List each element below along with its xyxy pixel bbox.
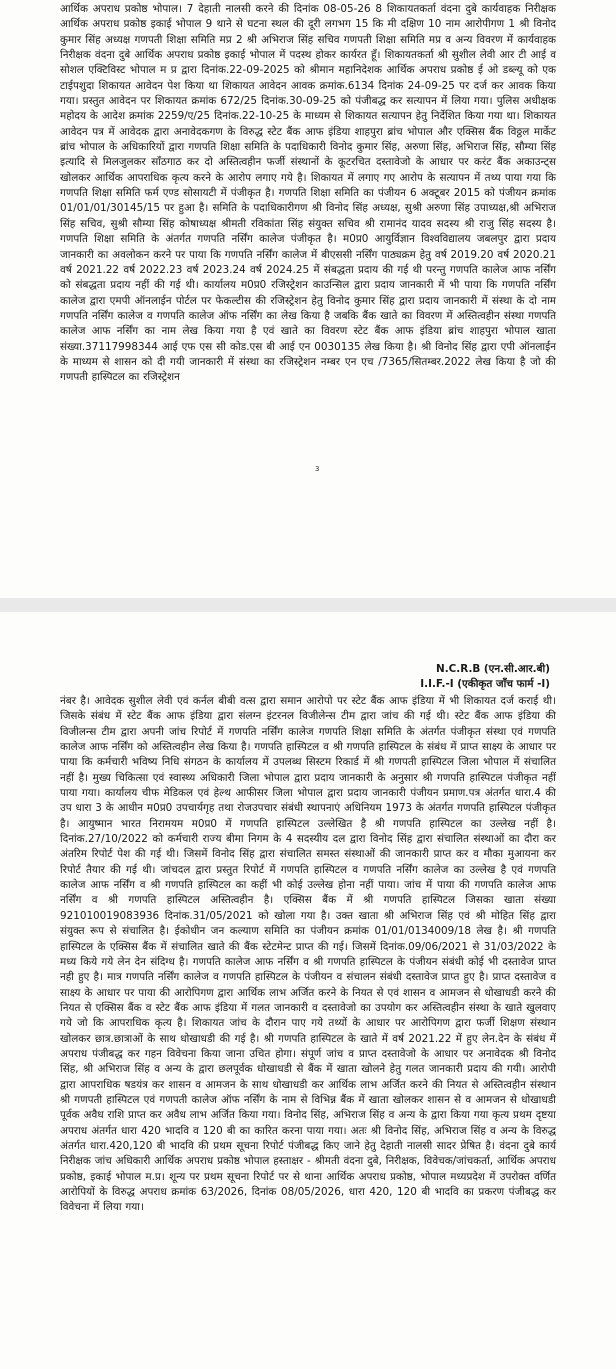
page-number: 3: [315, 465, 320, 473]
document-page-1: [0, 0, 616, 598]
page-1-body-paragraph: आर्थिक अपराध प्रकोष्ठ भोपाल। 7 देहाती नालसी करने की दिनांक 08-05-26 8 शिकायतकर्ता वंदना दुबे कार्यवाहक निरीक्षक आर्थिक अपराध प्रकोष्ठ इकाई भोपाल 9 थाने से घटना स्थल की दूरी लगभग 15 कि मी दक्षिण 10 नाम आरोपीगण 1 श्री विनोद कुमार सिंह अध्यक्ष गणपती शिक्षा समिति मप्र 2 श्री अभिराज सिंह सचिव गणपती शिक्षा समिति मप्र व अन्य विवरण में कार्यवाहक निरीक्षक वंदना दुबे आर्थिक अपराध प्रकोष्ठ इकाई भोपाल में पदस्थ होकर कार्यरत हूँ। शिकायतकर्ता श्री सुशील लेवी आर टी आई व सोशल एक्टिविस्ट भोपाल म प्र द्वारा दिनांक.22-09-2025 को श्रीमान महानिदेशक आर्थिक अपराध प्रकोष्ठ ई ओ डब्ल्यू को एक टाईपशुदा शिकायत आवेदन पेश किया था शिकायत आवेदन आवक क्रमांक.6134 दिनांक 24-09-25 पर दर्ज कर आवक किया गया। प्रस्तुत आवेदन पर शिकायत क्रमांक 672/25 दिनांक.30-09-25 को पंजीबद्ध कर सत्यापन में लिया गया। पुलिस अधीक्षक महोदय के आदेश क्रमांक 2259/ए/25 दिनांक.22-10-25 के माध्यम से शिकायत सत्यापन हेतु निर्देशित किया गया था। शिकायत आवेदन पत्र में आवेदक द्वारा अनावेदकगण के विरुद्ध स्टेट बैंक आफ इंडिया शाहपुरा ब्रांच भोपाल और एक्सिस बैंक विठ्ठल मार्केट ब्रांच भोपाल के अधिकारियों द्वारा गणपति शिक्षा समिति के पदाधिकारी विनोद कुमार सिंह, अरुणा सिंह, अभिराज सिंह, सौम्या सिंह इत्यादि से मिलजुलकर साँठगाठ कर दो अस्तित्वहीन फर्जी संस्थानों के कूटरचित दस्तावेजो के आधार पर करंट बैंक अकाउन्ट्स खोलकर आर्थिक आपराधिक कृत्य करने के आरोप लगाए गये है। शिकायत में लगाए गए आरोप के सत्यापन में तथ्य पाया गया कि गणपति शिक्षा समिति फर्म एण्ड सोसायटी में पंजीकृत है। गणपति शिक्षा समिति का पंजीयन 6 अक्टूबर 2015 को पंजीयन क्रमांक 01/01/01/30145/15 पर हुआ है। समिति के पदाधिकारीगण श्री विनोद सिंह अध्यक्ष, सुश्री अरुणा सिंह उपाध्यक्ष,श्री अभिराज सिंह सचिव, सुश्री सौम्या सिंह कोषाध्यक्ष श्रीमती रविकांता सिंह संयुक्त सचिव श्री रामानंद यादव सदस्य श्री राजु सिंह सदस्य है। गणपति शिक्षा समिति के अंतर्गत गणपति नर्सिंग कालेज पंजीकृत है। म0प्र0 आयुर्विज्ञान विश्वविद्यालय जबलपुर द्वारा प्रदाय जानकारी का अवलोकन करने पर पाया कि गणपति नर्सिंग कालेज में बीएससी नर्सिंग पाठ्यक्रम हेतु वर्ष 2019.20 वर्ष 2020.21 वर्ष 2021.22 वर्ष 2022.23 वर्ष 2023.24 वर्ष 2024.25 में संबद्धता प्रदाय की गई थी परन्तु गणपति कालेज आफ नर्सिंग को संबद्धता प्रदाय नहीं की गई थी। कार्यालय म0प्र0 रजिस्ट्रेशन काउन्सिल द्वारा प्रदाय जानकारी में भी पाया कि गणपति नर्सिंग कालेज द्वारा एमपी ऑनलाईन पोर्टल पर फेकल्टीस की रजिस्ट्रेशन हेतु विनोद कुमार सिंह द्वारा प्रदाय जानकारी में संस्था के दो नाम गणपति नर्सिंग कालेज व गणपति कालेज ऑफ नर्सिंग का लेख किया है जबकि बैंक खाते का विवरण में अस्तित्वहीन संस्था गणपति कालेज आफ नर्सिंग का नाम लेख किया गया है एवं खाते का विवरण स्टेट बैंक आफ इंडिया ब्रांच शाहपुरा भोपाल खाता संख्या.37117998344 आई एफ एस सी कोड.एस बी आई एन 0030135 लेख किया है। श्री विनोद सिंह द्वारा एपी ऑनलाईन के माध्यम से शासन को दी गयी जानकारी में संस्था का रजिस्ट्रेशन नम्बर एन एच /7365/सितम्बर.2022 लेख किया है जो की गणपती हास्पिटल का रजिस्ट्रेशन: [60, 3, 556, 384]
form-header: [60, 662, 556, 692]
document-page-2: [0, 612, 616, 1369]
form-header-ncrb: N.C.R.B (एन.सी.आर.बी): [436, 663, 550, 675]
page-2-body-paragraph: नंबर है। आवेदक सुशील लेवी एवं कर्नल बीबी वत्स द्वारा समान आरोपो पर स्टेट बैंक आफ इंडिया में भी शिकायत दर्ज कराई थी। जिसके संबंध में स्टेट बैंक आफ इंडिया द्वारा संलग्न इंटरनल विजीलेन्स टीम द्वारा जांच की गई थी। स्टेट बैंक आफ इंडिया की विजीलन्स टीम द्वारा अपनी जांच रिपोर्ट में गणपति नर्सिंग कालेज गणपति शिक्षा समिति के अंतर्गत पंजीकृत संस्था एवं गणपति कालेज आफ नर्सिंग को अस्तित्वहीन लेख किया है। गणपति हास्पिटल व श्री गणपति हास्पिटल के संबंध में प्राप्त साक्ष्य के आधार पर पाया कि कर्मचारी भविष्य निधि संगठन के कार्यालय में उपलब्ध सिस्टम रिकार्ड में श्री गणपती हास्पिटल जिला भोपाल में संचालित नहीं है। मुख्य चिकित्सा एवं स्वास्थ्य अधिकारी जिला भोपाल द्वारा प्रदाय जानकारी के अनुसार श्री गणपति हास्पिटल पंजीकृत नहीं पाया गया। कार्यालय चीफ मेडिकल एवं हेल्थ आफीसर जिला भोपाल द्वारा प्रदाय जानकारी पंजीयन प्रमाण.पत्र अंतर्गत धारा.4 की उप धारा 3 के आधीन म0प्र0 उपचार्यगृह तथा रोजउपचार संबंधी स्थापनाएं अधिनियम 1973 के अंतर्गत गणपति हास्पिटल पंजीकृत है। आयुष्मान भारत निरामयम म0प्र0 में गणपति हास्पिटल उल्लेखित है श्री गणपति हास्पिटल का उल्लेख नहीं है। दिनांक.27/10/2022 को कर्मचारी राज्य बीमा निगम के 4 सदस्यीय दल द्वारा विनोद सिंह द्वारा संचालित संस्थाओं का दौरा कर अंतरिम रिपोर्ट पेश की गई थी। जिसमें विनोद सिंह द्वारा संचालित समस्त संस्थाओं की जानकारी प्राप्त कर व मौका मुआयना कर रिपोर्ट तैयार की गई थी। जांचदल द्वारा प्रस्तुत रिपोर्ट में गणपति हास्पिटल व गणपति नर्सिंग कालेज का उल्लेख है एवं गणपति कालेज आफ नर्सिंग व श्री गणपति हास्पिटल का कहीं भी कोई उल्लेख होना नहीं पाया। जांच में पाया की गणपति कालेज आफ नर्सिंग व श्री गणपति हास्पिटल अस्तित्वहीन है। एक्सिस बैंक में श्री गणपति हास्पिटल जिसका खाता संख्या 921010019083936 दिनांक.31/05/2021 को खोला गया है। उक्त खाता श्री अभिराज सिंह एवं श्री मोहित सिंह द्वारा संयुक्त रूप से संचालित है। ईकोधीन जन कल्याण समिति का पंजीयन क्रमांक 01/01/0134009/18 लेख है। श्री गणपति हास्पिटल के एक्सिस बैंक में संचालित खाते की बैंक स्टेटमेन्ट प्राप्त की गई। जिसमें दिनांक.09/06/2021 से 31/03/2022 के मध्य किये गये लेन देन संदिग्ध है। गणपति कालेज आफ नर्सिंग व श्री गणपति हास्पिटल के पंजीयन संबंधी कोई भी दस्तावेज प्राप्त नही हुए है। मात्र गणपति नर्सिंग कालेज व गणपति हास्पिटल के पंजीयन व संचालन संबंधी दस्तावेज प्राप्त हुए है। प्राप्त दस्तावेज व साक्ष्य के आधार पर पाया की आरोपिगण द्वारा आर्थिक लाभ अर्जित करने के नियत से एवं शासन व आमजन से धोखाधडी करने की नियत से एक्सिस बैंक व स्टेट बैंक आफ इंडिया में गलत जानकारी व दस्तावेजो का उपयोग कर अस्तित्वहीन संस्था के खाते खुलवाए गये जो कि आपराधिक कृत्य है। शिकायत जांच के दौरान पाए गये तथ्यों के आधार पर आरोपिगण द्वारा फर्जी शिक्षण संस्थान खोलकर छात्र.छात्राओं के साथ धोखाधडी की गई है। श्री गणपति हास्पिटल के खाते में वर्ष 2021.22 में हुए लेन.देन के संबंध में अपराध पंजीबद्ध कर गहन विवेचना किया जाना उचित होगा। संपूर्ण जांच व प्राप्त दस्तावेजो के आधार पर अनावेदक श्री विनोद सिंह, श्री अभिराज सिंह व अन्य के द्वारा छलपूर्वक धोखाधडी से बैंक में खाता खोलने हेतु गलत जानकारी प्रदाय की गयी। आरोपी द्वारा आपराधिक षडयंत्र कर शासन व आमजन के साथ धोखाधडी कर आर्थिक लाभ अर्जित करने की नियत से अस्तित्वहीन संस्थान श्री गणपती हास्पिटल एवं गणपती कालेज ऑफ नर्सिंग के नाम से विभिन्न बैंक में खाता खोलकर शासन से व आमजन से धोखाधडी पूर्वक अवैध राशि प्राप्त कर अवैध लाभ अर्जित किया गया। विनोद सिंह, अभिराज सिंह व अन्य के द्वारा किया गया कृत्य प्रथम दृष्टया अपराध अंतर्गत धारा 420 भादवि व 120 बी का कारित करना पाया गया। अतः श्री विनोद सिंह, अभिराज सिंह व अन्य के विरुद्ध अंतर्गत धारा.420,120 बी भादवि की प्रथम सूचना रिपोर्ट पंजीबद्ध किए जाने हेतु देहाती नालसी सादर प्रेषित है। वंदना दुबे कार्य निरीक्षक जांच अधिकारी आर्थिक अपराध प्रकोष्ठ भोपाल हस्ताक्षर - श्रीमती वंदना दुबे, निरीक्षक, विवेचक/जांचकर्ता, आर्थिक अपराध प्रकोष्ठ, इकाई भोपाल म.प्र। शून्य पर प्रथम सूचना रिपोर्ट पर से थाना आर्थिक अपराध प्रकोष्ठ, भोपाल मध्यप्रदेश में उपरोक्त वर्णित आरोपियों के विरुद्ध अपराध क्रमांक 63/2026, दिनांक 08/05/2026, धारा 420, 120 बी भादवि का प्रकरण पंजीबद्ध कर विवेचना में लिया गया।: [60, 695, 556, 1214]
form-header-iif: I.I.F.-I (एकीकृत जाँच फार्म -I): [420, 678, 550, 690]
